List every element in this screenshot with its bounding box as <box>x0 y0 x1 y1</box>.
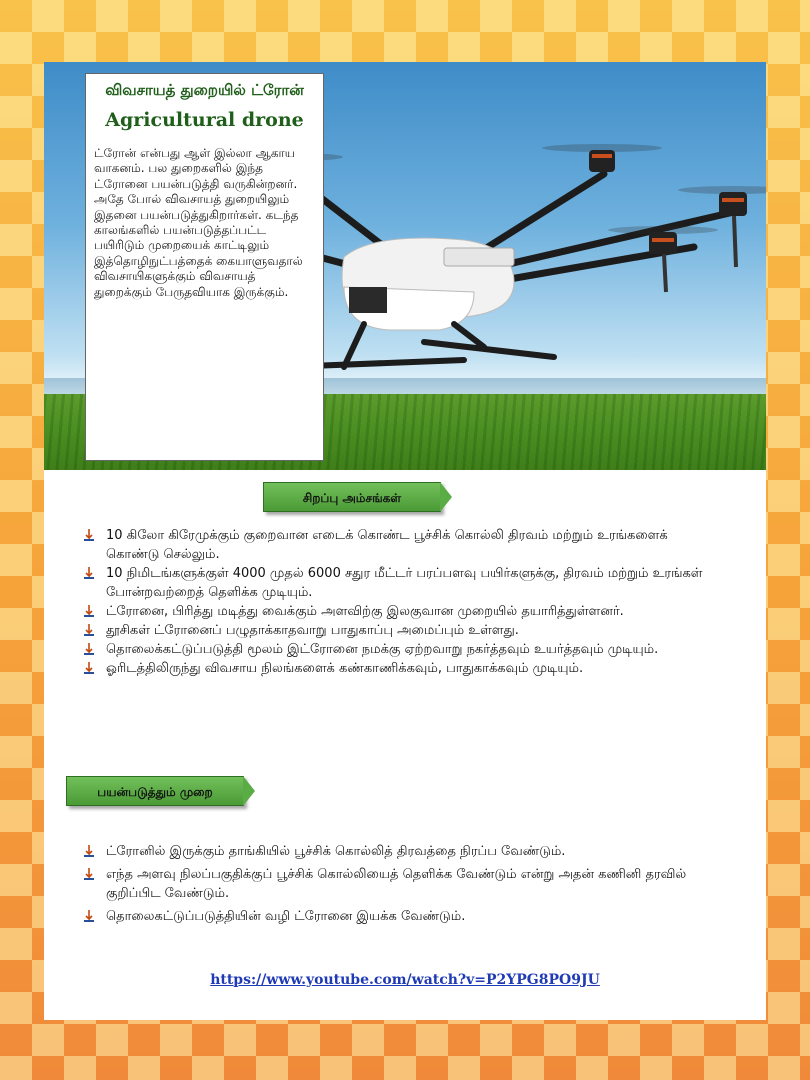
list-item <box>84 621 724 640</box>
usage-list <box>84 842 704 930</box>
features-list <box>84 526 724 678</box>
arrow-bullet-icon <box>84 845 96 857</box>
title-tamil: விவசாயத் துறையில் ட்ரோன் <box>105 81 304 99</box>
info-box <box>85 73 324 461</box>
list-item-text: ஓரிடத்திலிருந்து விவசாய நிலங்களைக் கண்காணிக்கவும், பாதுகாக்கவும் முடியும். <box>106 661 584 676</box>
list-item <box>84 865 704 903</box>
list-item <box>84 526 724 564</box>
arrow-bullet-icon <box>84 662 96 674</box>
youtube-link[interactable]: https://www.youtube.com/watch?v=P2YPG8PO9JU <box>210 972 600 988</box>
list-item <box>84 659 724 678</box>
list-item-text: தொலைக்கட்டுப்படுத்தி மூலம் இட்ரோனை நமக்கு ஏற்றவாறு நகர்த்தவும் உயர்த்தவும் முடியும். <box>106 642 659 657</box>
list-item-text: தூசிகள் ட்ரோனைப் பழுதாக்காதவாறு பாதுகாப்பு அமைப்பும் உள்ளது. <box>106 623 519 638</box>
arrow-bullet-icon <box>84 567 96 579</box>
list-item <box>84 907 704 926</box>
document-page <box>44 62 766 1020</box>
arrow-bullet-icon <box>84 624 96 636</box>
list-item-text: 10 நிமிடங்களுக்குள் 4000 முதல் 6000 சதுர மீட்டர் பரப்பளவு பயிர்களுக்கு, திரவம் மற்றும் உரங்கள் போன்றவற்றைத் தெளிக்க முடியும். <box>106 566 703 600</box>
list-item-text: 10 கிலோ கிரேமுக்கும் குறைவான எடைக் கொண்ட பூச்சிக் கொல்லி திரவம் மற்றும் உரங்களைக் கொண்டு செல்லும். <box>106 528 668 562</box>
list-item <box>84 842 704 861</box>
arrow-bullet-icon <box>84 910 96 922</box>
list-item-text: ட்ரோனில் இருக்கும் தாங்கியில் பூச்சிக் கொல்லித் திரவத்தை நிரப்ப வேண்டும். <box>106 844 566 859</box>
hero-image <box>44 62 766 470</box>
arrow-bullet-icon <box>84 529 96 541</box>
list-item-text: ட்ரோனை, பிரித்து மடித்து வைக்கும் அளவிற்கு இலகுவான முறையில் தயாரித்துள்ளனர். <box>106 604 624 619</box>
list-item-text: எந்த அளவு நிலப்பகுதிக்குப் பூச்சிக் கொல்லியைத் தெளிக்க வேண்டும் என்று அதன் கணினி தரவில் குறிப்பிட வேண்டும். <box>106 867 687 901</box>
arrow-bullet-icon <box>84 868 96 880</box>
list-item-text: தொலைகட்டுப்படுத்தியின் வழி ட்ரோனை இயக்க வேண்டும். <box>106 909 466 924</box>
list-item <box>84 564 724 602</box>
list-item <box>84 640 724 659</box>
title-english: Agricultural drone <box>105 109 304 131</box>
arrow-bullet-icon <box>84 643 96 655</box>
usage-heading: பயன்படுத்தும் முறை <box>66 776 244 806</box>
intro-description: ட்ரோன் என்பது ஆள் இல்லா ஆகாய வாகனம். பல துறைகளில் இந்த ட்ரோனை பயன்படுத்தி வருகின்றனர். அதே போல் விவசாயத் துறையிலும் இதனை பயன்படுத்துகிறார்கள். கடந்த காலங்களில் பயன்படுத்தப்பட்ட பயிரிடும் முறையைக் காட்டிலும் இத்தொழிநுட்பத்தைக் கையாளுவதால் விவசாயிகளுக்கும் விவசாயத் துறைக்கும் பேருதவியாக இருக்கும். <box>94 146 303 299</box>
list-item <box>84 602 724 621</box>
arrow-bullet-icon <box>84 605 96 617</box>
features-heading: சிறப்பு அம்சங்கள் <box>263 482 441 512</box>
